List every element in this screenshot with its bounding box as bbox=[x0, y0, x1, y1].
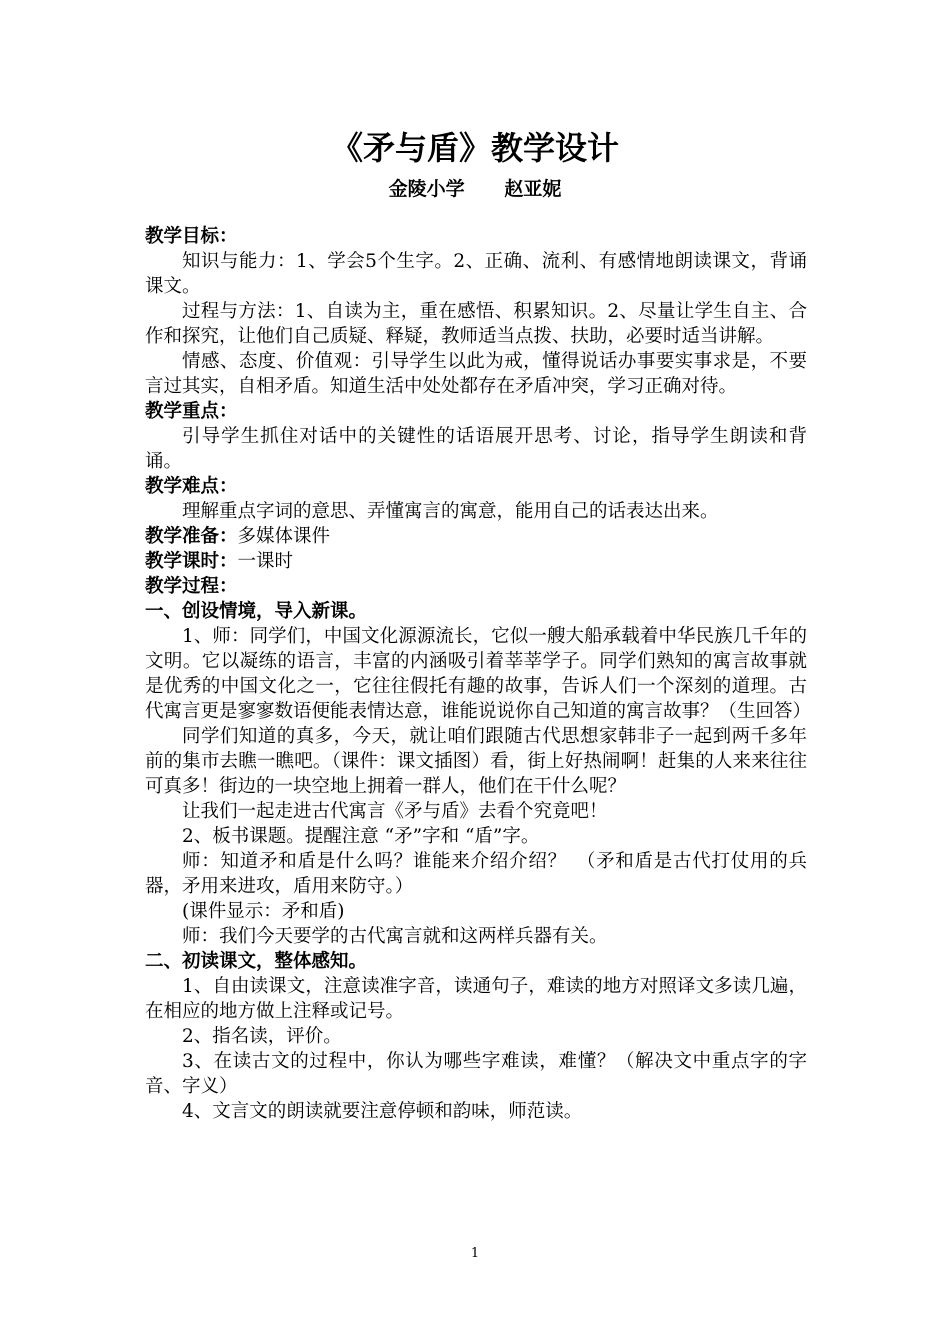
hours-value: 一课时 bbox=[237, 551, 294, 572]
section1-paragraph-4: 2、板书课题。提醒注意 “矛”字和 “盾”字。 bbox=[182, 826, 540, 847]
difficulties-paragraph: 理解重点字词的意思、弄懂寓言的寓意，能用自己的话表达出来。 bbox=[182, 501, 719, 522]
keypoints-paragraph: 引导学生抓住对话中的关键性的话语展开思考、讨论，指导学生朗读和背诵。 bbox=[145, 426, 807, 472]
author-line: 金陵小学 赵亚妮 bbox=[388, 178, 562, 200]
section1-paragraph-6: (课件显示：矛和盾) bbox=[182, 901, 345, 922]
section2-paragraph-1: 1、自由读课文，注意读准字音，读通句子，难读的地方对照译文多读几遍，在相应的地方做上注释或记号。 bbox=[145, 976, 807, 1022]
goals-heading: 教学目标： bbox=[145, 226, 238, 247]
section2-paragraph-3: 3、在读古文的过程中，你认为哪些字难读，难懂？（解决文中重点字的字音、字义） bbox=[145, 1051, 807, 1097]
section2-paragraph-4: 4、文言文的朗读就要注意停顿和韵味，师范读。 bbox=[182, 1101, 583, 1122]
section2-paragraph-2: 2、指名读，评价。 bbox=[182, 1026, 342, 1047]
section1-paragraph-1: 1、师：同学们，中国文化源源流长，它似一艘大船承载着中华民族几千年的文明。它以凝练的语言，丰富的内涵吸引着莘莘学子。同学们熟知的寓言故事就是优秀的中国文化之一，它往往假托有趣的故事，告诉人们一个深刻的道理。古代寓言更是寥寥数语便能表情达意，谁能说说你自己知道的寓言故事？（生回答） bbox=[145, 626, 812, 722]
keypoints-heading: 教学重点： bbox=[145, 401, 238, 422]
document-title: 《矛与盾》教学设计 bbox=[330, 129, 619, 167]
difficulties-heading: 教学难点： bbox=[145, 476, 238, 497]
goals-paragraph-3: 情感、态度、价值观：引导学生以此为戒，懂得说话办事要实事求是，不要言过其实，自相矛盾。知道生活中处处都存在矛盾冲突，学习正确对待。 bbox=[145, 351, 807, 397]
section1-paragraph-7: 师：我们今天要学的古代寓言就和这两样兵器有关。 bbox=[182, 926, 608, 947]
hours-label: 教学课时： bbox=[145, 551, 238, 572]
section2-heading: 二、初读课文，整体感知。 bbox=[145, 951, 368, 972]
section1-paragraph-5: 师：知道矛和盾是什么吗？谁能来介绍介绍？ （矛和盾是古代打仗用的兵器，矛用来进攻，盾用来防守。） bbox=[145, 851, 807, 897]
goals-paragraph-2: 过程与方法：1、自读为主，重在感悟、积累知识。2、尽量让学生自主、合作和探究，让他们自己质疑、释疑，教师适当点拨、扶助，必要时适当讲解。 bbox=[145, 301, 807, 347]
section1-heading: 一、创设情境，导入新课。 bbox=[145, 601, 368, 622]
hours-line bbox=[145, 549, 807, 574]
section1-paragraph-3: 让我们一起走进古代寓言《矛与盾》去看个究竟吧！ bbox=[182, 801, 608, 822]
prep-line bbox=[145, 524, 807, 549]
process-heading: 教学过程： bbox=[145, 576, 238, 597]
section1-paragraph-2: 同学们知道的真多，今天，就让咱们跟随古代思想家韩非子一起到两千多年前的集市去瞧一瞧吧。（课件：课文插图）看，街上好热闹啊！赶集的人来来往往可真多！街边的一块空地上拥着一群人，他们在干什么呢？ bbox=[145, 726, 807, 797]
prep-label: 教学准备： bbox=[145, 526, 238, 547]
goals-paragraph-1: 知识与能力：1、学会5个生字。2、正确、流利、有感情地朗读课文，背诵课文。 bbox=[145, 251, 807, 297]
prep-value: 多媒体课件 bbox=[237, 526, 331, 547]
document-body bbox=[145, 224, 812, 1124]
page-number: 1 bbox=[470, 1246, 480, 1261]
